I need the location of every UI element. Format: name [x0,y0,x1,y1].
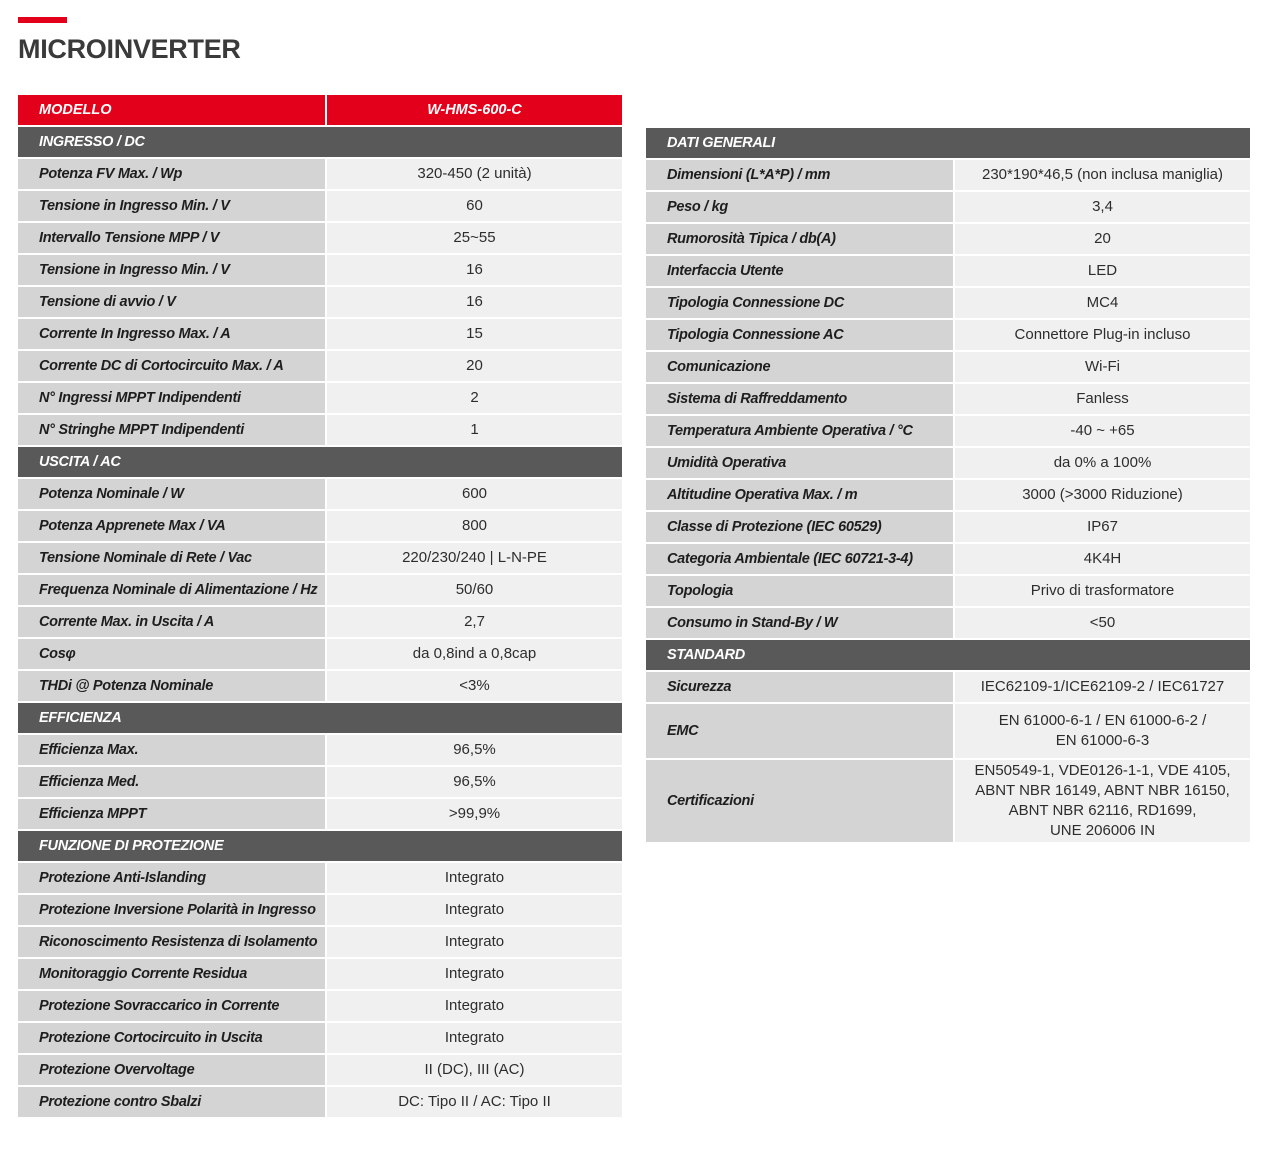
spec-label: Potenza FV Max. / Wp [18,158,326,190]
spec-row [18,990,622,1022]
spec-row [646,759,1250,843]
spec-row [18,638,622,670]
spec-label: THDi @ Potenza Nominale [18,670,326,702]
spec-value: da 0,8ind a 0,8cap [326,638,622,670]
section-title: DATI GENERALI [646,128,1250,159]
spec-value: 2,7 [326,606,622,638]
spec-label: Tensione in Ingresso Min. / V [18,254,326,286]
spec-row [646,383,1250,415]
spec-row [646,351,1250,383]
spec-value: 50/60 [326,574,622,606]
spec-label: Frequenza Nominale di Alimentazione / Hz [18,574,326,606]
spec-table-right [646,128,1250,844]
spec-row [18,382,622,414]
spec-row [646,415,1250,447]
spec-value: 96,5% [326,734,622,766]
spec-row [646,575,1250,607]
spec-row [646,287,1250,319]
spec-value: 2 [326,382,622,414]
spec-value: EN 61000-6-1 / EN 61000-6-2 / EN 61000-6-3 [954,703,1250,759]
spec-row [18,1022,622,1054]
spec-label: Corrente Max. in Uscita / A [18,606,326,638]
section-header-efficienza [18,702,622,734]
spec-label: Tipologia Connessione AC [646,319,954,351]
spec-label: Rumorosità Tipica / db(A) [646,223,954,255]
spec-label: N° Ingressi MPPT Indipendenti [18,382,326,414]
spec-row [18,350,622,382]
spec-row [18,1086,622,1118]
spec-row [646,607,1250,639]
spec-value: 230*190*46,5 (non inclusa maniglia) [954,159,1250,191]
section-header-uscita-ac [18,446,622,478]
spec-value: LED [954,255,1250,287]
spec-label: Altitudine Operativa Max. / m [646,479,954,511]
spec-label: Certificazioni [646,759,954,843]
spec-label: Protezione Sovraccarico in Corrente [18,990,326,1022]
spec-row [18,606,622,638]
spec-value: Integrato [326,926,622,958]
spec-value: 3,4 [954,191,1250,223]
spec-label: Tensione di avvio / V [18,286,326,318]
spec-label: Tensione Nominale di Rete / Vac [18,542,326,574]
spec-row [18,670,622,702]
spec-row [18,254,622,286]
spec-label: Protezione Inversione Polarità in Ingresso [18,894,326,926]
spec-value: -40 ~ +65 [954,415,1250,447]
spec-value: da 0% a 100% [954,447,1250,479]
spec-value: 25~55 [326,222,622,254]
spec-label: Interfaccia Utente [646,255,954,287]
spec-value: Wi-Fi [954,351,1250,383]
spec-label: Consumo in Stand-By / W [646,607,954,639]
spec-value: Integrato [326,990,622,1022]
spec-label: Topologia [646,575,954,607]
spec-value: IEC62109-1/ICE62109-2 / IEC61727 [954,671,1250,703]
spec-row [18,862,622,894]
spec-value: 1 [326,414,622,446]
spec-label: Intervallo Tensione MPP / V [18,222,326,254]
model-row [18,95,622,126]
spec-label: Monitoraggio Corrente Residua [18,958,326,990]
spec-row [18,542,622,574]
spec-row [18,414,622,446]
spec-label: Cosφ [18,638,326,670]
spec-label: Efficienza Max. [18,734,326,766]
section-title: USCITA / AC [18,446,622,478]
spec-value: 20 [326,350,622,382]
spec-value: 600 [326,478,622,510]
spec-label: N° Stringhe MPPT Indipendenti [18,414,326,446]
spec-value: Integrato [326,894,622,926]
spec-row [646,511,1250,543]
spec-row [18,222,622,254]
section-title: STANDARD [646,639,1250,671]
spec-row [18,574,622,606]
spec-label: Protezione Cortocircuito in Uscita [18,1022,326,1054]
spec-row [646,159,1250,191]
spec-value: DC: Tipo II / AC: Tipo II [326,1086,622,1118]
section-title: EFFICIENZA [18,702,622,734]
spec-row [18,318,622,350]
spec-value: 4K4H [954,543,1250,575]
spec-row [18,798,622,830]
spec-value: <50 [954,607,1250,639]
spec-label: Sistema di Raffreddamento [646,383,954,415]
section-header-funzione-di-protezione [18,830,622,862]
section-title: INGRESSO / DC [18,126,622,158]
spec-row [646,671,1250,703]
spec-label: Efficienza MPPT [18,798,326,830]
spec-row [646,255,1250,287]
spec-row [18,478,622,510]
spec-row [18,734,622,766]
spec-row [18,190,622,222]
spec-value: 96,5% [326,766,622,798]
spec-row [646,543,1250,575]
spec-value: 16 [326,286,622,318]
spec-label: Peso / kg [646,191,954,223]
spec-row [646,223,1250,255]
spec-row [18,158,622,190]
spec-label: Riconoscimento Resistenza di Isolamento [18,926,326,958]
spec-label: Dimensioni (L*A*P) / mm [646,159,954,191]
spec-row [646,319,1250,351]
spec-label: Classe di Protezione (IEC 60529) [646,511,954,543]
spec-value: Integrato [326,958,622,990]
spec-value: 220/230/240 | L-N-PE [326,542,622,574]
spec-label: Protezione Overvoltage [18,1054,326,1086]
spec-value: Integrato [326,1022,622,1054]
spec-value: 800 [326,510,622,542]
spec-row [18,958,622,990]
spec-label: Sicurezza [646,671,954,703]
section-header-ingresso-dc [18,126,622,158]
spec-row [646,703,1250,759]
spec-label: Corrente DC di Cortocircuito Max. / A [18,350,326,382]
spec-value: Integrato [326,862,622,894]
spec-value: 3000 (>3000 Riduzione) [954,479,1250,511]
section-header-standard [646,639,1250,671]
spec-value: 60 [326,190,622,222]
model-label: MODELLO [18,95,326,126]
spec-value: 15 [326,318,622,350]
spec-value: Connettore Plug-in incluso [954,319,1250,351]
page-title: MICROINVERTER [18,34,241,64]
section-title: FUNZIONE DI PROTEZIONE [18,830,622,862]
spec-label: Umidità Operativa [646,447,954,479]
spec-value: <3% [326,670,622,702]
spec-row [18,766,622,798]
spec-value: Fanless [954,383,1250,415]
spec-row [18,286,622,318]
spec-label: Protezione Anti-Islanding [18,862,326,894]
spec-label: Categoria Ambientale (IEC 60721-3-4) [646,543,954,575]
spec-row [18,510,622,542]
spec-value: IP67 [954,511,1250,543]
spec-label: Tensione in Ingresso Min. / V [18,190,326,222]
model-value: W-HMS-600-C [326,95,622,126]
spec-value: 20 [954,223,1250,255]
spec-row [18,1054,622,1086]
spec-label: Protezione contro Sbalzi [18,1086,326,1118]
spec-row [646,479,1250,511]
spec-label: EMC [646,703,954,759]
spec-value: >99,9% [326,798,622,830]
spec-row [646,191,1250,223]
spec-row [18,926,622,958]
spec-table-left [18,95,622,1119]
spec-label: Potenza Apprenete Max / VA [18,510,326,542]
spec-value: Privo di trasformatore [954,575,1250,607]
section-header-dati-generali [646,128,1250,159]
spec-label: Temperatura Ambiente Operativa / °C [646,415,954,447]
spec-value: EN50549-1, VDE0126-1-1, VDE 4105, ABNT NBR 16149, ABNT NBR 16150, ABNT NBR 62116, RD1699, UNE 206006 IN [954,759,1250,843]
spec-label: Tipologia Connessione DC [646,287,954,319]
spec-value: II (DC), III (AC) [326,1054,622,1086]
title-accent-bar [18,17,67,23]
spec-value: 16 [326,254,622,286]
spec-label: Potenza Nominale / W [18,478,326,510]
spec-value: MC4 [954,287,1250,319]
spec-label: Comunicazione [646,351,954,383]
spec-label: Corrente In Ingresso Max. / A [18,318,326,350]
spec-label: Efficienza Med. [18,766,326,798]
spec-row [18,894,622,926]
spec-value: 320-450 (2 unità) [326,158,622,190]
spec-row [646,447,1250,479]
